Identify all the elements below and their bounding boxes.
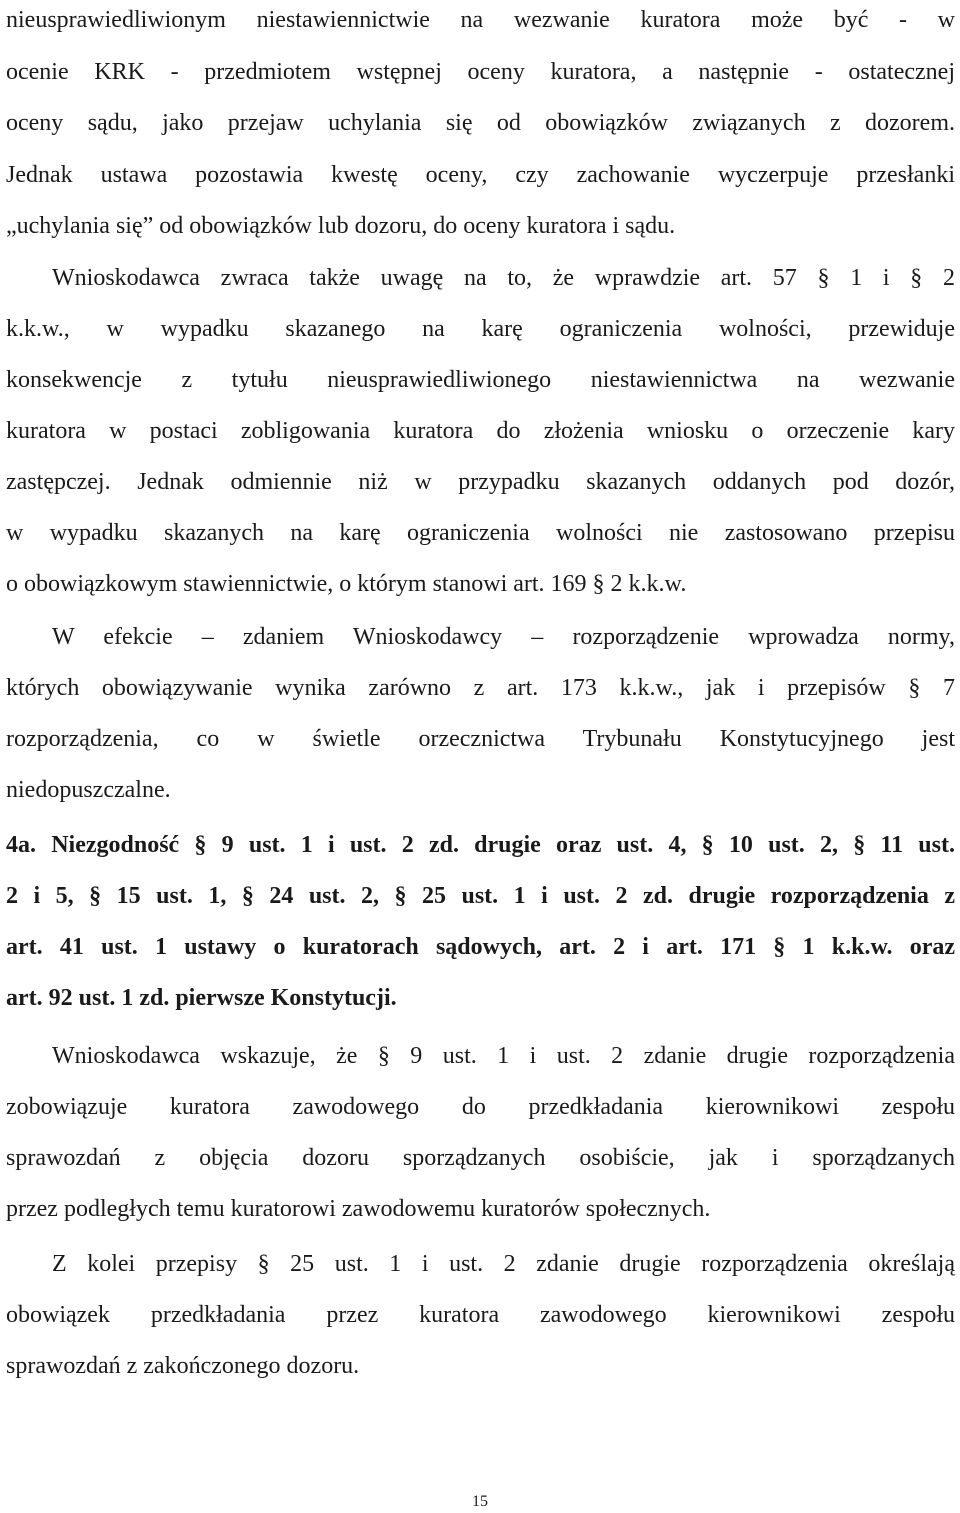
text-line: Jednak ustawa pozostawia kwestę oceny, czy zachowanie wyczerpuje przesłanki <box>6 162 955 188</box>
section-heading-line: art. 92 ust. 1 zd. pierwsze Konstytucji. <box>6 985 397 1011</box>
text-line: sprawozdań z zakończonego dozoru. <box>6 1353 360 1379</box>
text-line: niedopuszczalne. <box>6 777 171 803</box>
text-line: kuratora w postaci zobligowania kuratora do złożenia wniosku o orzeczenie kary <box>6 418 955 444</box>
section-heading-line: art. 41 ust. 1 ustawy o kuratorach sądowych, art. 2 i art. 171 § 1 k.k.w. oraz <box>6 934 955 960</box>
text-line: zobowiązuje kuratora zawodowego do przedkładania kierownikowi zespołu <box>6 1094 955 1120</box>
text-line: obowiązek przedkładania przez kuratora zawodowego kierownikowi zespołu <box>6 1302 955 1328</box>
text-line: konsekwencje z tytułu nieusprawiedliwionego niestawiennictwa na wezwanie <box>6 367 955 393</box>
text-line: o obowiązkowym stawiennictwie, o którym stanowi art. 169 § 2 k.k.w. <box>6 571 687 597</box>
text-line: zastępczej. Jednak odmiennie niż w przypadku skazanych oddanych pod dozór, <box>6 469 955 495</box>
text-line: w wypadku skazanych na karę ograniczenia wolności nie zastosowano przepisu <box>6 520 955 546</box>
text-line: Z kolei przepisy § 25 ust. 1 i ust. 2 zdanie drugie rozporządzenia określają <box>52 1251 955 1277</box>
section-heading-line: 4a. Niezgodność § 9 ust. 1 i ust. 2 zd. drugie oraz ust. 4, § 10 ust. 2, § 11 ust. <box>6 832 955 858</box>
text-line: ocenie KRK - przedmiotem wstępnej oceny kuratora, a następnie - ostatecznej <box>6 59 955 85</box>
text-line: sprawozdań z objęcia dozoru sporządzanych osobiście, jak i sporządzanych <box>6 1145 955 1171</box>
text-line: Wnioskodawca zwraca także uwagę na to, że wprawdzie art. 57 § 1 i § 2 <box>52 265 955 291</box>
text-line: k.k.w., w wypadku skazanego na karę ograniczenia wolności, przewiduje <box>6 316 955 342</box>
text-line: nieusprawiedliwionym niestawiennictwie na wezwanie kuratora może być - w <box>6 7 955 33</box>
section-heading-line: 2 i 5, § 15 ust. 1, § 24 ust. 2, § 25 ust. 1 i ust. 2 zd. drugie rozporządzenia z <box>6 883 955 909</box>
text-line: rozporządzenia, co w świetle orzecznictwa Trybunału Konstytucyjnego jest <box>6 726 955 752</box>
text-line: Wnioskodawca wskazuje, że § 9 ust. 1 i ust. 2 zdanie drugie rozporządzenia <box>52 1043 955 1069</box>
text-line: W efekcie – zdaniem Wnioskodawcy – rozporządzenie wprowadza normy, <box>52 624 955 650</box>
text-line: „uchylania się” od obowiązków lub dozoru, do oceny kuratora i sądu. <box>6 213 676 239</box>
page-number: 15 <box>472 1493 488 1510</box>
text-line: których obowiązywanie wynika zarówno z art. 173 k.k.w., jak i przepisów § 7 <box>6 675 955 701</box>
text-line: oceny sądu, jako przejaw uchylania się od obowiązków związanych z dozorem. <box>6 110 955 136</box>
text-line: przez podległych temu kuratorowi zawodowemu kuratorów społecznych. <box>6 1196 711 1222</box>
